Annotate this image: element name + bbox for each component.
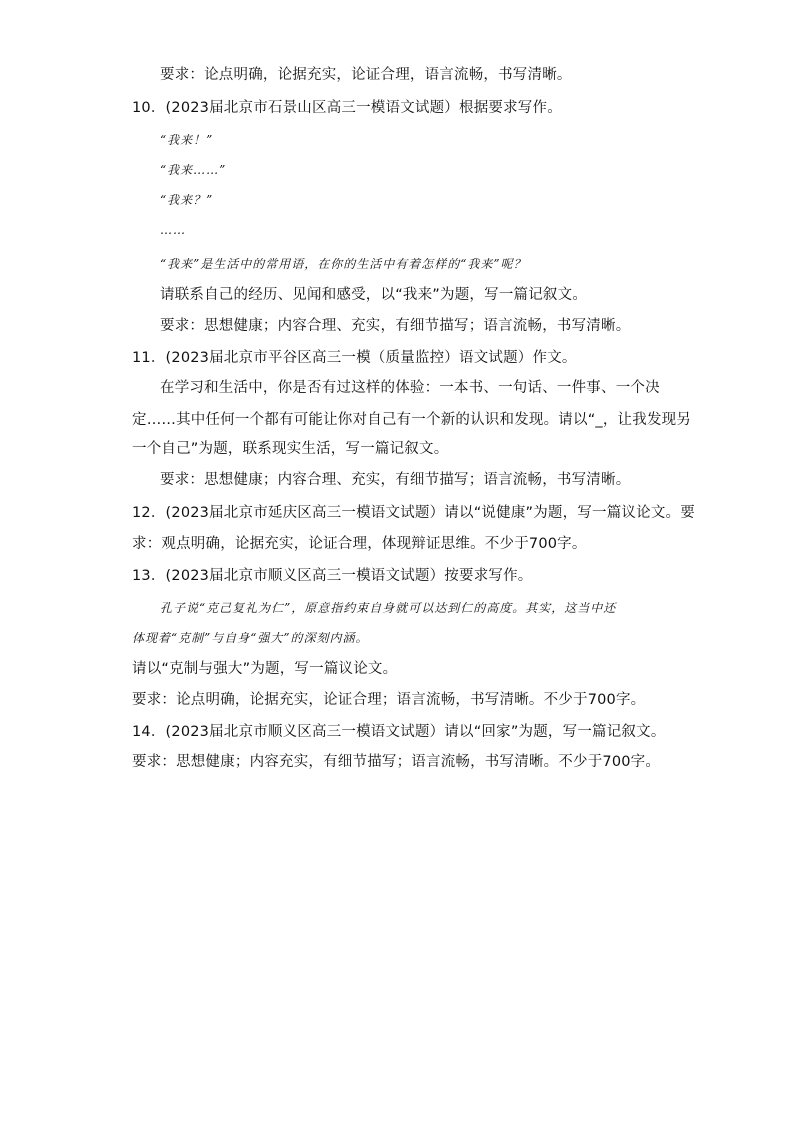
q10-heading: 10．(2023届北京市石景山区高三一模语文试题）根据要求写作。: [132, 100, 562, 116]
q11-heading: 11．(2023届北京市平谷区高三一模（质量监控）语文试题）作文。: [132, 350, 577, 366]
q14-requirement: 要求：思想健康；内容充实，有细节描写；语言流畅，书写清晰。不少于700字。: [132, 754, 661, 770]
q10-quote-2: “我来……”: [160, 163, 227, 177]
q10-prompt: “我来”是生活中的常用语，在你的生活中有着怎样的“我来”呢？: [160, 257, 527, 271]
q13-instruction: 请以“克制与强大”为题，写一篇议论文。: [132, 661, 398, 677]
q14-heading: 14．(2023届北京市顺义区高三一模语文试题）请以“回家”为题，写一篇记叙文。: [132, 724, 666, 740]
q12-heading: 12．(2023届北京市延庆区高三一模语文试题）请以“说健康”为题，写一篇议论文。要: [132, 505, 695, 521]
q10-instruction: 请联系自己的经历、见闻和感受，以“我来”为题，写一篇记叙文。: [160, 287, 588, 303]
q12-requirement: 求：观点明确，论据充实，论证合理，体现辩证思维。不少于700字。: [132, 536, 587, 552]
q9-requirement: 要求：论点明确，论据充实，论证合理，语言流畅，书写清晰。: [160, 67, 572, 83]
q13-heading: 13．(2023届北京市顺义区高三一模语文试题）按要求写作。: [132, 568, 533, 584]
q11-requirement: 要求：思想健康；内容合理、充实，有细节描写；语言流畅，书写清晰。: [160, 472, 631, 488]
q10-quote-3: “我来？”: [160, 193, 214, 207]
q10-ellipsis: ……: [160, 223, 186, 237]
q13-quote-1: 孔子说“克己复礼为仁”，原意指约束自身就可以达到仁的高度。其实，这当中还: [160, 601, 617, 615]
q10-requirement: 要求：思想健康；内容合理、充实，有细节描写；语言流畅，书写清晰。: [160, 318, 631, 334]
q11-body-2: 定……其中任何一个都有可能让你对自己有一个新的认识和发现。请以“_，让我发现另: [132, 412, 692, 428]
q13-requirement: 要求：论点明确，论据充实，论证合理；语言流畅，书写清晰。不少于700字。: [132, 692, 646, 708]
q13-quote-2: 体现着“克制”与自身“强大”的深刻内涵。: [132, 631, 369, 645]
q11-body-3: 一个自己”为题，联系现实生活，写一篇记叙文。: [132, 441, 449, 457]
q11-body-1: 在学习和生活中，你是否有过这样的体验：一本书、一句话、一件事、一个决: [160, 380, 660, 396]
q10-quote-1: “我来！”: [160, 133, 214, 147]
